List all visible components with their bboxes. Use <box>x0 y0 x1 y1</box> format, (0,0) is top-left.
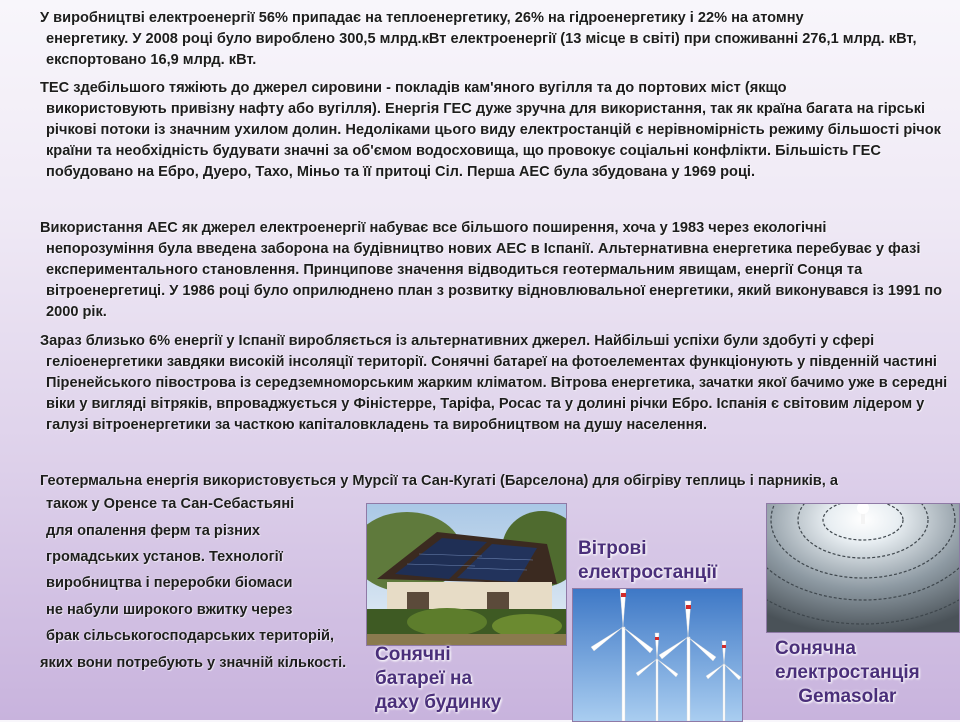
geo-line-1: Геотермальна енергія використовується у Мурсії та Сан-Кугаті (Барселона) для обігріву теплиць і парників, а <box>40 473 839 489</box>
paragraph-2: ТЕС здебільшого тяжіють до джерел сировини - покладів кам'яного вугілля та до портових міст (якщо використовують привізну нафту або вугілля). Енергія ГЕС дуже зручна для використання, так як країна багата на гірські річкові потоки із значним ухилом долин. Недоліками цього виду електростанцій є нерівномірність режиму більшості річок країни та необхідність будувати значні за об'ємом водосховища, що провокує соціальні конфлікти. Більшість ГЕС побудовано на Ебро, Дуеро, Тахо, Міньо та її притоці Сіл. Перша АЕС була збудована у 1969 році. <box>40 80 941 180</box>
geo-line-4: громадських установ. Технології <box>46 549 283 565</box>
paragraph-4: Зараз близько 6% енергії у Іспанії виробляється із альтернативних джерел. Найбільші успіхи були здобуті у сфері геліоенергетики завдяки високій інсоляції території. Сонячні батареї на фотоелементах функціонують у південній частині Піренейського півострова із середземноморським жарким кліматом. Вітрова енергетика, зачатки якої бачимо уже в середні віки у вигляді вітряків, впроваджується у Фіністерре, Таріфа, Росас та у долині річки Ебро. Іспанія є світовим лідером у галузі вітроенергетики за часткою капіталовкладень та виробництвом на душу населення. <box>40 333 948 433</box>
house-solar-icon <box>367 504 566 645</box>
wind-turbine-icon <box>573 589 742 721</box>
geo-line-5: виробництва і переробки біомаси <box>46 575 293 591</box>
geo-line-7: брак сільськогосподарських територій, <box>46 628 335 644</box>
geo-line-8: яких вони потребують у значній кількості. <box>40 655 347 671</box>
paragraph-3: Використання АЕС як джерел електроенергії набуває все більшого поширення, хоча у 1983 через екологічні непорозуміння була введена заборона на будівництво нових АЕС в Іспанії. Альтернативна енергетика перебуває у фазі експериментального становлення. Принципове значення відводиться геотермальним явищам, енергії Сонця та вітроенергетиці. У 1986 році було оприлюднено план з розвитку відновлювальної енергетики, який виконувався із 1991 по 2000 рік. <box>40 220 943 320</box>
geo-line-6: не набули широкого вжитку через <box>46 602 293 618</box>
geo-line-3: для опалення ферм та різних <box>46 523 261 539</box>
heliostat-field-icon <box>767 504 959 632</box>
paragraph-1: У виробництві електроенергії 56% припадає на теплоенергетику, 26% на гідроенергетику і 22% на атомну енергетику. У 2008 році було вироблено 300,5 млрд.кВт електроенергії (13 місце в світі) при споживанні 276,1 млрд. кВт, експортовано 16,9 млрд. кВт. <box>40 10 917 68</box>
caption-solar-roof: Сонячні батареї на даху будинку <box>375 644 502 713</box>
solar-roof-photo <box>366 503 567 646</box>
wind-turbines-photo <box>572 588 743 722</box>
gemasolar-photo <box>766 503 960 633</box>
caption-gemasolar: Сонячна електростанція Gemasolar <box>775 638 920 707</box>
caption-wind: Вітрові електростанції <box>578 538 717 583</box>
geo-line-2: також у Оренсе та Сан-Себастьяні <box>46 496 295 512</box>
